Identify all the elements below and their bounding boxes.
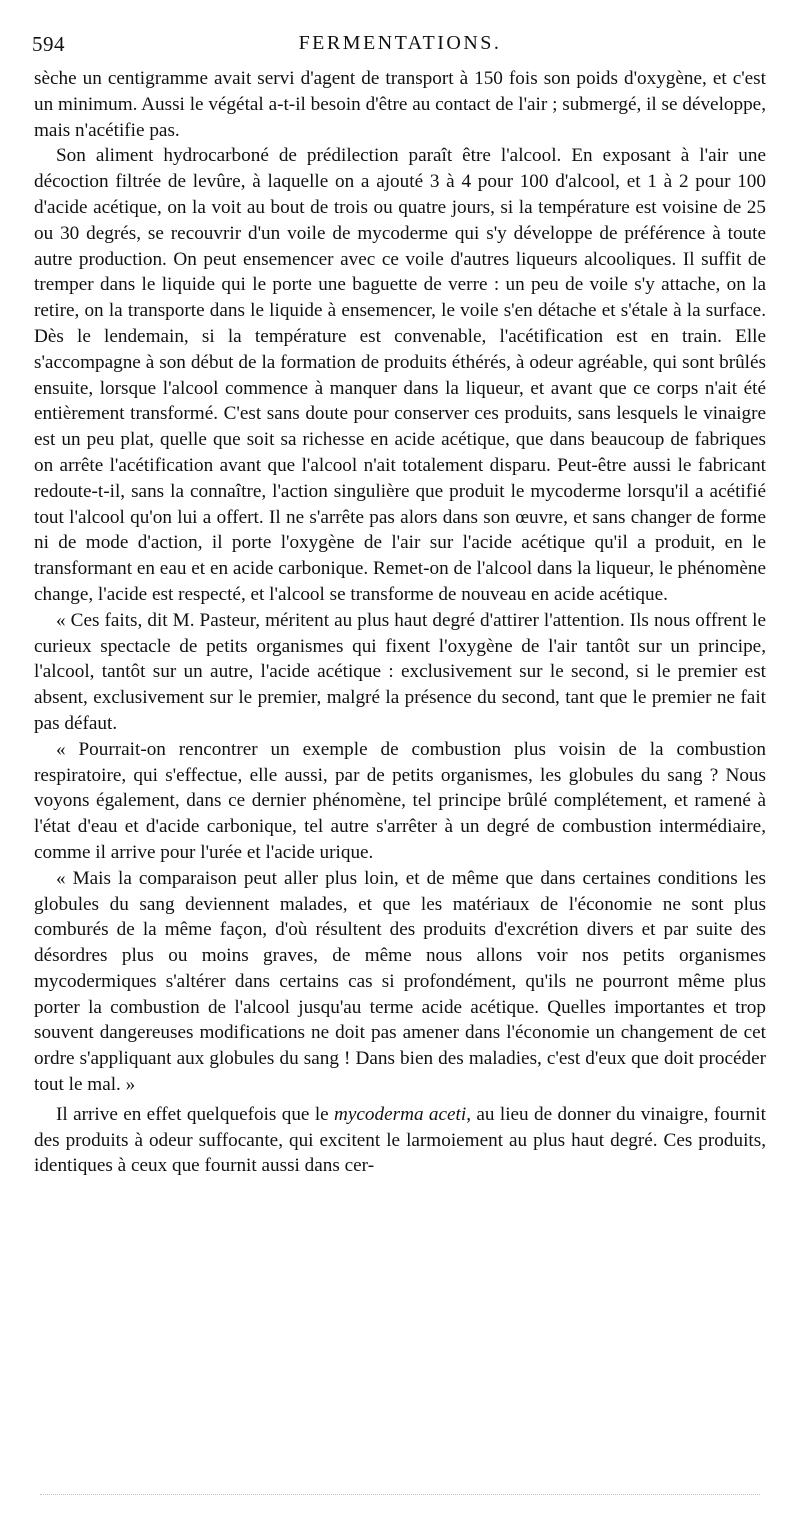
paragraph-pasteur-quote-1: « Ces faits, dit M. Pasteur, méritent au plus haut degré d'attirer l'attention. Ils nous offrent le curieux spectacle de petits organismes qui fixent l'oxygène de l'air tantôt sur un principe, l'alcool, tantôt sur un autre, l'acide acétique : exclusivement sur le second, si le premier est absent, exclusivement sur le premier, malgré la présence du second, tant que le premier ne fait pas défaut. bbox=[34, 609, 766, 734]
scan-noise-line bbox=[40, 1494, 760, 1497]
page-header bbox=[32, 24, 768, 64]
paragraph-pasteur-quote-3: « Mais la comparaison peut aller plus loin, et de même que dans certaines conditions les globules du sang deviennent malades, et que les matériaux de l'économie ne sont plus comburés de la même façon, d'où résultent des produits d'excrétion divers et par suite des désordres plus ou moins graves, de même nous allons voir nos petits organismes mycodermiques s'altérer dans certains cas si profondément, qu'ils ne pourront même plus porter la combustion de l'alcool jusqu'au terme acide acétique. Quelles importantes et trop souvent dangereuses modifications ne doit pas amener dans l'économie un changement de cet ordre s'appliquant aux globules du sang ! Dans bien des maladies, c'est d'eux que doit procéder tout le mal. » bbox=[34, 867, 766, 1096]
running-title: FERMENTATIONS. bbox=[298, 32, 502, 54]
paragraph-mycoderma bbox=[34, 1102, 766, 1179]
paragraph-pasteur-quote-2: « Pourrait-on rencontrer un exemple de combustion plus voisin de la combustion respiratoire, qui s'effectue, elle aussi, par de petits organismes, les globules du sang ? Nous voyons également, dans ce dernier phénomène, tel principe brûlé complétement, et ramené à l'état d'eau et d'acide carbonique, tel autre s'arrêter à un degré de combustion intermédiaire, comme il arrive pour l'urée et l'acide urique. bbox=[34, 738, 766, 863]
italic-term: mycoderma aceti bbox=[334, 1103, 467, 1125]
paragraph-mycoderma-end: , au lieu de donner du vinaigre, fournit des produits à odeur suffocante, qui excitent le larmoiement au plus haut degré. Ces produits, identiques à ceux que fournit aussi dans cer- bbox=[34, 1103, 766, 1177]
paragraph-alcohol-aliment: Son aliment hydrocarboné de prédilection paraît être l'alcool. En exposant à l'air une décoction filtrée de levûre, à laquelle on a ajouté 3 à 4 pour 100 d'alcool, et 1 à 2 pour 100 d'acide acétique, on la voit au bout de trois ou quatre jours, si la température est voisine de 25 ou 30 degrés, se recouvrir d'un voile de mycoderme qui s'y développe de préférence à toute autre production. On peut ensemencer avec ce voile d'autres liqueurs alcooliques. Il suffit de tremper dans le liquide qui le porte une baguette de verre : un peu de voile s'y attache, on la retire, on la transporte dans le liquide à ensemencer, le voile s'en détache et s'étale à la surface. Dès le lendemain, si la température est convenable, l'acétification est en train. Elle s'accompagne à son début de la formation de produits éthérés, à odeur agréable, qui sont brûlés ensuite, lorsque l'alcool commence à manquer dans la liqueur, et avant que ce corps n'ait été entièrement transformé. C'est sans doute pour conserver ces produits, sans lesquels le vinaigre est un peu plat, quelle que soit sa richesse en acide acétique, que dans beaucoup de fabriques on arrête l'acétification avant que l'alcool n'ait totalement disparu. Peut-être aussi le fabricant redoute-t-il, sans la connaître, l'action singulière que produit le mycoderme lorsqu'il a acétifié tout l'alcool qu'on lui a offert. Il ne s'arrête pas alors dans son œuvre, et sans changer de forme ni de mode d'action, il porte l'oxygène de l'air sur l'acide acétique qu'il a produit, en le transformant en eau et en acide carbonique. Remet-on de l'alcool dans la liqueur, le phénomène change, l'acide est respecté, et l'alcool se transforme de nouveau en acide acétique. bbox=[34, 145, 766, 605]
page-number: 594 bbox=[32, 32, 65, 56]
body-text bbox=[34, 66, 766, 1179]
paragraph-mycoderma-start: Il arrive en effet quelquefois que le bbox=[56, 1103, 335, 1125]
paragraph-continuation: sèche un centigramme avait servi d'agent de transport à 150 fois son poids d'oxygène, et c'est un minimum. Aussi le végétal a-t-il besoin d'être au contact de l'air ; submergé, il se développe, mais n'acétifie pas. bbox=[34, 68, 766, 141]
